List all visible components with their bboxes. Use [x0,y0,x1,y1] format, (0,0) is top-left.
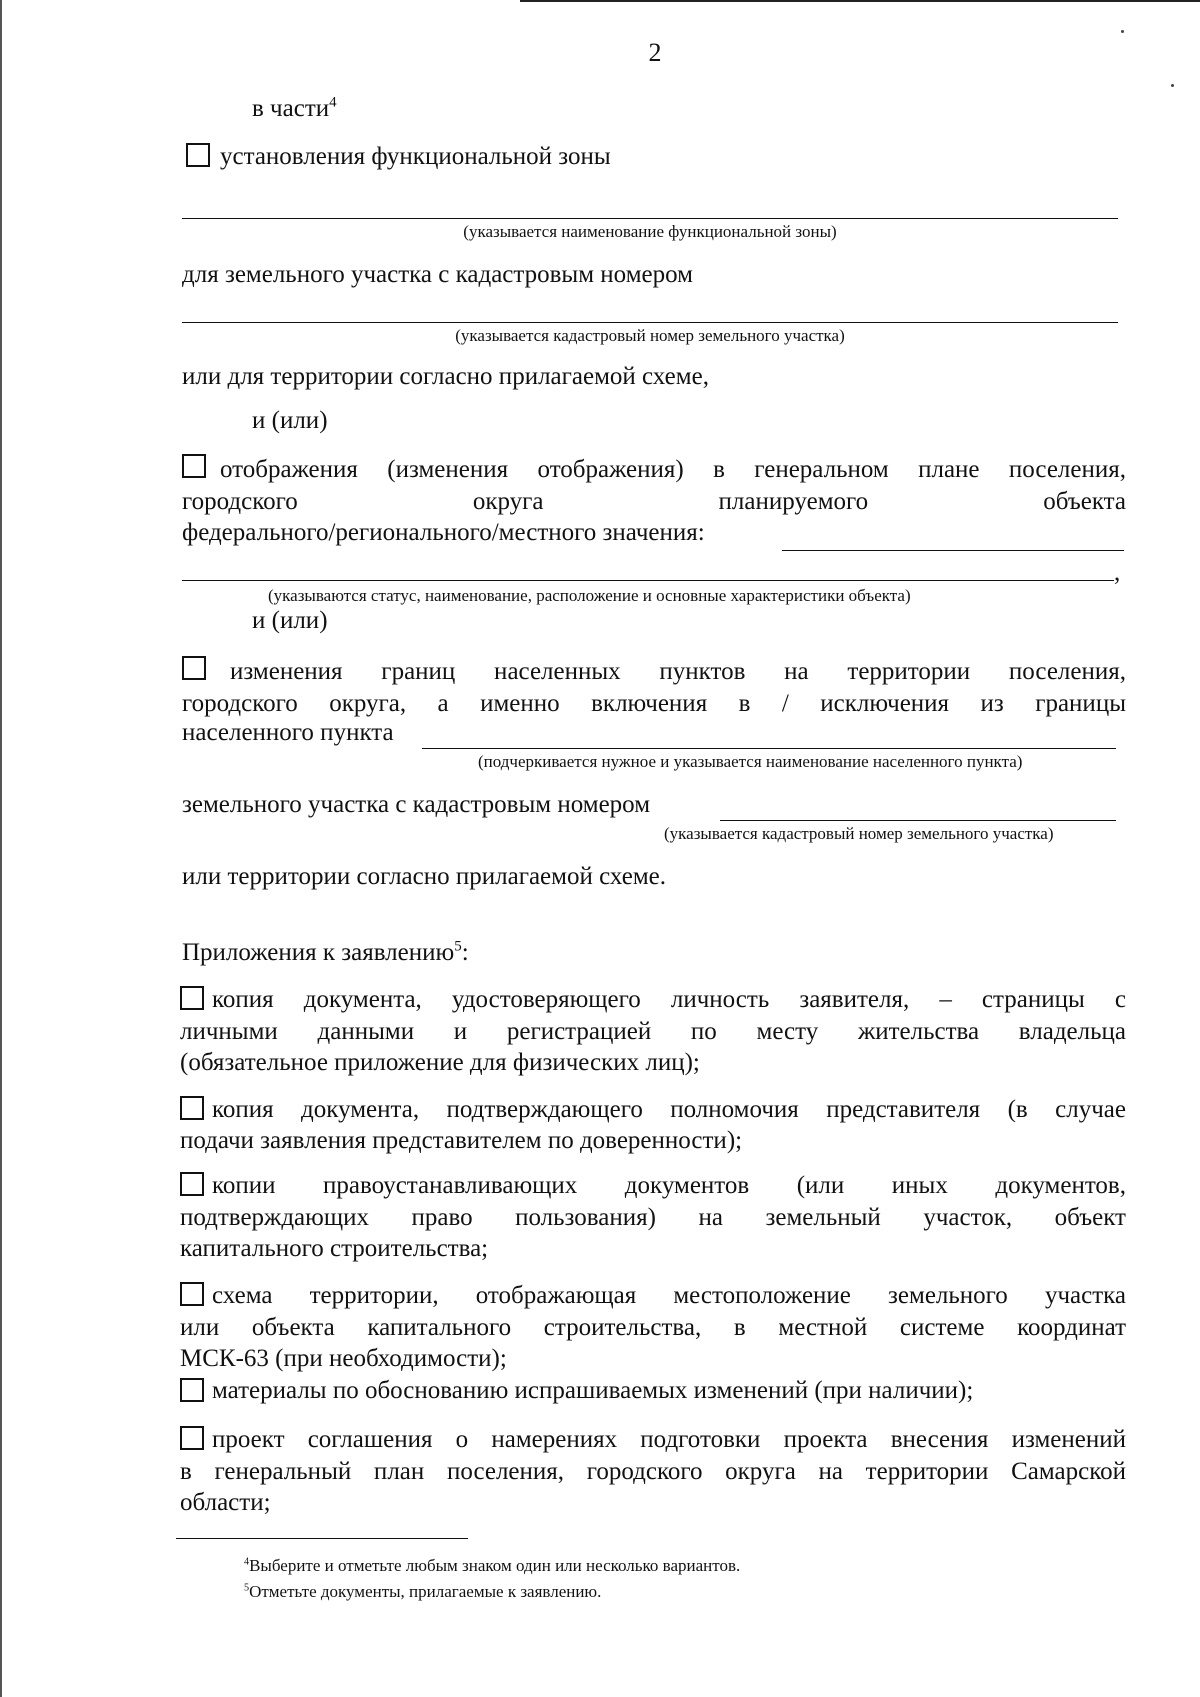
footnote-5-text: Отметьте документы, прилагаемые к заявлению. [249,1582,602,1601]
scan-speck [1121,30,1124,33]
top-edge-line [520,0,1200,2]
attachment-6-checkbox[interactable] [180,1426,204,1450]
attachment-1-checkbox[interactable] [180,986,204,1010]
attachment-2-line1: копия документа, подтверждающего полномочия представителя (в случае [212,1096,1126,1123]
attachment-6-line2: в генеральный план поселения, городского округа на территории Самарской [180,1458,1126,1485]
footnote-ref: 4 [329,94,337,111]
attachment-4-line3: МСК-63 (при необходимости); [180,1345,507,1372]
attachment-3-line2: подтверждающих право пользования) на земельный участок, объект [180,1204,1126,1231]
settlement-caption: (подчеркивается нужное и указывается наименование населенного пункта) [478,752,1023,771]
attachment-5-line1: материалы по обоснованию испрашиваемых изменений (при наличии); [212,1377,974,1404]
attachment-3-line3: капитального строительства; [180,1235,489,1262]
and-or-2: и (или) [252,607,328,634]
footnote-5-mark: 5 [244,1582,250,1594]
attachment-1-line3: (обязательное приложение для физических лиц); [180,1049,700,1076]
display-object-line1: отображения (изменения отображения) в генеральном плане поселения, [220,456,1126,483]
section-lead-text: в части [252,95,330,122]
object-caption: (указываются статус, наименование, расположение и основные характеристики объекта) [268,586,911,605]
territory-scheme-line: или территории согласно прилагаемой схеме. [182,863,666,890]
attachments-heading [182,938,469,968]
footnote-4 [244,1554,740,1578]
land-plot-cadastral-field[interactable] [720,820,1116,821]
functional-zone-checkbox[interactable] [186,143,210,167]
attachment-4-line2: или объекта капитального строительства, в местной системе координат [180,1314,1126,1341]
land-plot-line: земельного участка с кадастровым номером [182,791,651,818]
field-comma: , [1114,559,1121,586]
attachment-3-line1: копии правоустанавливающих документов (или иных документов, [212,1172,1126,1199]
boundary-change-checkbox[interactable] [182,656,206,680]
attachment-6-line1: проект соглашения о намерениях подготовки проекта внесения изменений [212,1426,1126,1453]
display-object-line2: городского округа планируемого объекта [182,488,1126,515]
page-number: 2 [648,38,662,67]
object-value-field-1[interactable] [782,550,1124,551]
display-object-checkbox[interactable] [182,454,206,478]
footnote-separator [176,1538,468,1539]
display-object-line3: федерального/регионального/местного значения: [182,519,705,546]
footnote-5 [244,1580,601,1604]
attachment-1-line2: личными данными и регистрацией по месту жительства владельца [180,1018,1126,1045]
attachment-4-line1: схема территории, отображающая местоположение земельного участка [212,1282,1126,1309]
and-or-1: и (или) [252,407,328,434]
boundary-change-line1: изменения границ населенных пунктов на территории поселения, [230,658,1126,685]
attachment-2-checkbox[interactable] [180,1096,204,1120]
functional-zone-field[interactable] [182,218,1118,219]
object-value-field-2[interactable] [182,580,1114,581]
attachment-5-checkbox[interactable] [180,1378,204,1402]
scan-speck [1171,84,1174,87]
cadastral-caption: (указывается кадастровый номер земельного участка) [455,326,845,345]
attachment-6-line3: области; [180,1489,271,1516]
settlement-name-field[interactable] [422,748,1116,749]
boundary-change-line3: населенного пункта [182,719,394,746]
attachment-2-line2: подачи заявления представителем по доверенности); [180,1127,743,1154]
attachment-1-line1: копия документа, удостоверяющего личность заявителя, – страницы с [212,986,1126,1013]
attachment-3-checkbox[interactable] [180,1172,204,1196]
left-edge-line [0,0,2,1697]
territory-line: или для территории согласно прилагаемой схеме, [182,363,709,390]
attachment-4-checkbox[interactable] [180,1282,204,1306]
footnote-ref: 5 [454,938,462,955]
land-plot-caption: (указывается кадастровый номер земельного участка) [664,824,1054,843]
boundary-change-line2: городского округа, а именно включения в / исключения из границы [182,690,1126,717]
section-lead [252,94,337,124]
cadastral-line: для земельного участка с кадастровым номером [182,261,693,288]
attachments-heading-text: Приложения к заявлению [182,939,455,966]
attachments-heading-colon: : [461,939,469,966]
functional-zone-label: установления функциональной зоны [220,143,611,170]
functional-zone-caption: (указывается наименование функциональной зоны) [463,222,837,241]
footnote-4-text: Выберите и отметьте любым знаком один или несколько вариантов. [249,1556,741,1575]
footnote-4-mark: 4 [244,1556,250,1568]
cadastral-number-field[interactable] [182,322,1118,323]
